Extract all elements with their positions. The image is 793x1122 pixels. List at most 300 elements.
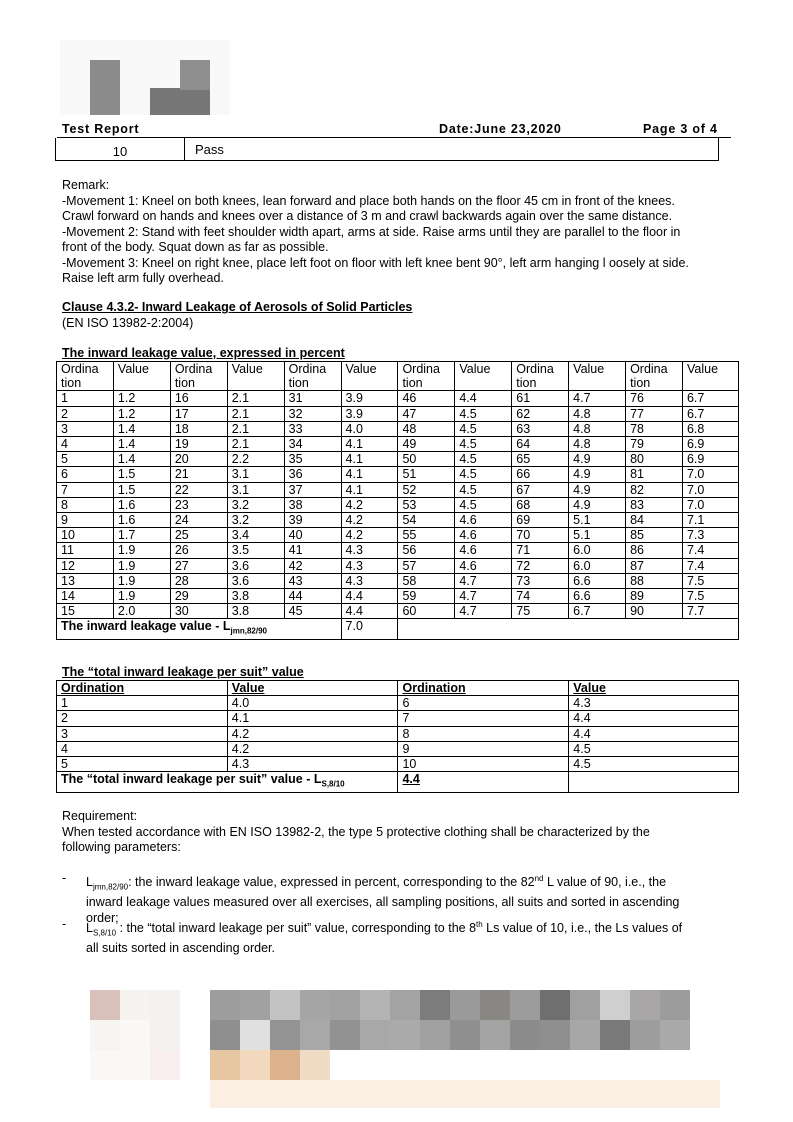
column-header [626, 362, 683, 391]
footer-blur-block [450, 990, 480, 1020]
table-cell: 4.2 [341, 497, 398, 512]
table-cell: 14 [57, 589, 114, 604]
table-cell: 19 [170, 437, 227, 452]
table-cell: 15 [57, 604, 114, 619]
table-cell: 63 [512, 421, 569, 436]
table-cell: 23 [170, 497, 227, 512]
column-header [284, 362, 341, 391]
column-header-line: Value [686, 362, 719, 376]
table-cell: 3.2 [227, 497, 284, 512]
table-cell: 6.6 [569, 589, 626, 604]
bullet-text: order; [86, 910, 119, 925]
column-header [341, 362, 398, 391]
table-cell: 69 [512, 513, 569, 528]
table-cell: 44 [284, 589, 341, 604]
table-cell: 7.0 [682, 497, 738, 512]
footer-blur-block [120, 1050, 150, 1080]
table-cell: 3 [57, 421, 114, 436]
column-header: Value [569, 681, 739, 696]
inward-leakage-table [56, 361, 739, 640]
table-cell: 7.4 [682, 558, 738, 573]
table-cell: 1.2 [113, 406, 170, 421]
footer-blur-block [660, 1020, 690, 1050]
table-row [57, 421, 739, 436]
table-cell: 4.7 [569, 391, 626, 406]
page-number: Page 3 of 4 [643, 122, 718, 136]
table-cell: 4.8 [569, 421, 626, 436]
footer-blur-block [360, 1020, 390, 1050]
column-header [113, 362, 170, 391]
table-cell: 75 [512, 604, 569, 619]
table-cell: 6.0 [569, 543, 626, 558]
table-cell: 6.9 [682, 452, 738, 467]
table-cell: 1.4 [113, 452, 170, 467]
table-cell: 53 [398, 497, 455, 512]
table-cell: 11 [57, 543, 114, 558]
footer-blur-block [90, 1020, 120, 1050]
table-cell: 67 [512, 482, 569, 497]
table-cell: 78 [626, 421, 683, 436]
table-cell: 26 [170, 543, 227, 558]
table-cell: 55 [398, 528, 455, 543]
table-cell: 28 [170, 573, 227, 588]
table-cell: 1 [57, 391, 114, 406]
column-header: Ordination [57, 681, 228, 696]
table-cell: 36 [284, 467, 341, 482]
footer-blur-block [390, 1020, 420, 1050]
table-cell: 54 [398, 513, 455, 528]
table1-caption: The inward leakage value, expressed in percent [62, 346, 345, 360]
table-row [57, 497, 739, 512]
table-cell: 4.1 [341, 482, 398, 497]
remark-line: Raise left arm fully overhead. [62, 271, 224, 285]
footer-blur-block [330, 1020, 360, 1050]
table-row [57, 604, 739, 619]
summary-empty [569, 772, 739, 793]
table-row [57, 406, 739, 421]
table-cell: 51 [398, 467, 455, 482]
table-cell: 4.5 [569, 757, 739, 772]
footer-blur-block [480, 990, 510, 1020]
table-cell: 7.5 [682, 573, 738, 588]
summary-label-subscript: jmn,82/90 [230, 626, 267, 636]
table-row [57, 528, 739, 543]
footer-stamp [60, 975, 730, 1115]
footer-blur-band [210, 1080, 720, 1108]
symbol-subscript: S,8/10 [92, 928, 117, 938]
table-header-row [57, 362, 739, 391]
table-cell: 74 [512, 589, 569, 604]
table-cell: 3.8 [227, 604, 284, 619]
table-cell: 35 [284, 452, 341, 467]
table-cell: 49 [398, 437, 455, 452]
remark-block [62, 178, 689, 287]
total-inward-leakage-table [56, 680, 739, 793]
table-cell: 85 [626, 528, 683, 543]
footer-blur-block [150, 1050, 180, 1080]
remark-line: front of the body. Squat down as far as possible. [62, 240, 329, 254]
table-cell: 4.2 [227, 741, 398, 756]
table-cell: 2.1 [227, 437, 284, 452]
column-header: Value [227, 681, 398, 696]
bullet-text: all suits sorted in ascending order. [86, 941, 275, 956]
column-header-line: tion [630, 376, 651, 391]
footer-blur-block [300, 1050, 330, 1080]
bullet-dash: - [62, 917, 67, 931]
symbol: L [86, 921, 93, 936]
table-cell: 4.1 [341, 452, 398, 467]
table-cell: 34 [284, 437, 341, 452]
remark-title: Remark: [62, 178, 110, 192]
table2-caption: The “total inward leakage per suit” value [62, 665, 304, 679]
column-header-line: Value [231, 362, 263, 376]
column-header [512, 362, 569, 391]
table-cell: 4 [57, 741, 228, 756]
footer-blur-block [120, 1020, 150, 1050]
ordinal-suffix: nd [534, 874, 544, 883]
summary-value: 7.0 [341, 619, 398, 640]
table-cell: 43 [284, 573, 341, 588]
table-cell: 7.3 [682, 528, 738, 543]
table-cell: 17 [170, 406, 227, 421]
table-cell: 87 [626, 558, 683, 573]
summary-label [57, 619, 342, 640]
footer-blur-block [90, 1050, 120, 1080]
column-header [682, 362, 738, 391]
table-cell: 7 [398, 711, 569, 726]
column-header [398, 362, 455, 391]
summary-row [57, 772, 739, 793]
column-header-line: tion [174, 376, 195, 391]
footer-blur-block [150, 1020, 180, 1050]
table-cell: 71 [512, 543, 569, 558]
footer-blur-block [450, 1020, 480, 1050]
summary-row [57, 619, 739, 640]
table-cell: 72 [512, 558, 569, 573]
table-row [57, 573, 739, 588]
table-cell: 3.6 [227, 558, 284, 573]
table-cell: 29 [170, 589, 227, 604]
ordinal-suffix: th [476, 920, 483, 929]
column-header-line: Ordina [516, 362, 554, 376]
table-cell: 2 [57, 711, 228, 726]
column-header-line: Ordina [61, 362, 99, 376]
table-cell: 4.1 [227, 711, 398, 726]
table-cell: 5.1 [569, 513, 626, 528]
table-row [57, 452, 739, 467]
table-cell: 3.2 [227, 513, 284, 528]
table-cell: 4.7 [455, 573, 512, 588]
table-cell: 25 [170, 528, 227, 543]
footer-blur-block [210, 990, 240, 1020]
table-cell: 76 [626, 391, 683, 406]
table-cell: 60 [398, 604, 455, 619]
table-cell: 46 [398, 391, 455, 406]
result-row [55, 138, 719, 161]
table-cell: 73 [512, 573, 569, 588]
table-cell: 4.3 [341, 543, 398, 558]
table-cell: 27 [170, 558, 227, 573]
table-cell: 4.6 [455, 513, 512, 528]
company-logo [60, 40, 230, 115]
remark-line: -Movement 1: Kneel on both knees, lean forward and place both hands on the floor 45 cm in front of the knees. [62, 193, 675, 208]
table-cell: 21 [170, 467, 227, 482]
table-cell: 7.7 [682, 604, 738, 619]
requirement-intro: When tested accordance with EN ISO 13982-2, the type 5 protective clothing shall be characterized by the [62, 824, 650, 839]
table-cell: 6 [57, 467, 114, 482]
remark-line: -Movement 2: Stand with feet shoulder width apart, arms at side. Raise arms until they are parallel to the floor in [62, 224, 681, 239]
table-cell: 18 [170, 421, 227, 436]
footer-blur-block [270, 1020, 300, 1050]
footer-blur-block [240, 1050, 270, 1080]
table-cell: 4.2 [341, 528, 398, 543]
table-cell: 48 [398, 421, 455, 436]
footer-blur-block [420, 990, 450, 1020]
table-cell: 9 [57, 513, 114, 528]
table-cell: 20 [170, 452, 227, 467]
table-cell: 62 [512, 406, 569, 421]
table-cell: 1.2 [113, 391, 170, 406]
table-cell: 1.5 [113, 467, 170, 482]
table-cell: 90 [626, 604, 683, 619]
footer-blur-block [600, 990, 630, 1020]
table-cell: 50 [398, 452, 455, 467]
requirement-bullet-2 [86, 917, 736, 957]
table-cell: 24 [170, 513, 227, 528]
column-header-line: tion [288, 376, 309, 391]
column-header-line: Value [459, 362, 491, 376]
footer-blur-block [360, 990, 390, 1020]
footer-blur-block [210, 1050, 240, 1080]
footer-blur-block [330, 990, 360, 1020]
table-cell: 4.9 [569, 497, 626, 512]
table-cell: 39 [284, 513, 341, 528]
table-cell: 4.4 [569, 711, 739, 726]
column-header-line: Ordina [630, 362, 668, 376]
table-cell: 3.9 [341, 391, 398, 406]
table-cell: 80 [626, 452, 683, 467]
table-cell: 6.7 [569, 604, 626, 619]
footer-blur-block [510, 990, 540, 1020]
table-row [57, 726, 739, 741]
table-cell: 16 [170, 391, 227, 406]
table-cell: 4.9 [569, 452, 626, 467]
table-cell: 3.6 [227, 573, 284, 588]
table-cell: 3.1 [227, 482, 284, 497]
symbol: L [86, 875, 93, 890]
table-cell: 1.6 [113, 513, 170, 528]
footer-blur-block [120, 990, 150, 1020]
table-cell: 4.0 [341, 421, 398, 436]
table-cell: 1.4 [113, 421, 170, 436]
table-cell: 45 [284, 604, 341, 619]
table-cell: 61 [512, 391, 569, 406]
footer-blur-block [600, 1020, 630, 1050]
table-row [57, 513, 739, 528]
table-cell: 4.4 [341, 589, 398, 604]
column-header-line: Value [345, 362, 377, 376]
table-cell: 3.9 [341, 406, 398, 421]
table-cell: 4 [57, 437, 114, 452]
column-header-line: Value [117, 362, 149, 376]
table-cell: 2.0 [113, 604, 170, 619]
table-cell: 10 [398, 757, 569, 772]
footer-blur-block [660, 990, 690, 1020]
report-date: Date:June 23,2020 [439, 122, 562, 136]
table-cell: 70 [512, 528, 569, 543]
table-cell: 79 [626, 437, 683, 452]
table-cell: 77 [626, 406, 683, 421]
footer-blur-block [630, 990, 660, 1020]
column-header-line: tion [61, 376, 82, 391]
table-cell: 4.6 [455, 543, 512, 558]
table-cell: 56 [398, 543, 455, 558]
table-cell: 4.7 [455, 589, 512, 604]
table-cell: 4.5 [455, 406, 512, 421]
table-row [57, 711, 739, 726]
column-header [57, 362, 114, 391]
table-cell: 4.7 [455, 604, 512, 619]
footer-blur-block [240, 1020, 270, 1050]
table-cell: 4.5 [455, 452, 512, 467]
footer-blur-block [240, 990, 270, 1020]
table-cell: 3.1 [227, 467, 284, 482]
table-cell: 37 [284, 482, 341, 497]
table-cell: 42 [284, 558, 341, 573]
column-header-line: Ordina [402, 362, 440, 376]
table-cell: 2.2 [227, 452, 284, 467]
footer-blur-block [540, 990, 570, 1020]
table-row [57, 467, 739, 482]
table-cell: 83 [626, 497, 683, 512]
bullet-text: : the “total inward leakage per suit” value, corresponding to the 8 [116, 921, 477, 936]
bullet-dash: - [62, 871, 67, 885]
table-cell: 4.3 [569, 696, 739, 711]
table-cell: 86 [626, 543, 683, 558]
table-cell: 5 [57, 757, 228, 772]
table-cell: 4.5 [569, 741, 739, 756]
table-cell: 66 [512, 467, 569, 482]
table-row [57, 558, 739, 573]
table-cell: 7.0 [682, 467, 738, 482]
table-cell: 7.4 [682, 543, 738, 558]
column-header [455, 362, 512, 391]
table-cell: 31 [284, 391, 341, 406]
table-cell: 4.9 [569, 482, 626, 497]
sample-number: 10 [56, 138, 185, 160]
column-header [170, 362, 227, 391]
table-cell: 4.1 [341, 467, 398, 482]
table-cell: 58 [398, 573, 455, 588]
table-cell: 4.5 [455, 437, 512, 452]
table-cell: 89 [626, 589, 683, 604]
summary-label-subscript: S,8/10 [321, 779, 345, 789]
table-cell: 81 [626, 467, 683, 482]
table-cell: 6.0 [569, 558, 626, 573]
table-cell: 47 [398, 406, 455, 421]
footer-blur-block [270, 1050, 300, 1080]
table-cell: 1.7 [113, 528, 170, 543]
table-cell: 4.0 [227, 696, 398, 711]
clause-standard: (EN ISO 13982-2:2004) [62, 316, 194, 330]
table-row [57, 589, 739, 604]
table-cell: 6.6 [569, 573, 626, 588]
table-cell: 2 [57, 406, 114, 421]
table-cell: 4.2 [227, 726, 398, 741]
table-cell: 65 [512, 452, 569, 467]
footer-blur-block [570, 1020, 600, 1050]
table-cell: 84 [626, 513, 683, 528]
bullet-text: L value of 90, i.e., the [543, 875, 667, 890]
table-cell: 1.5 [113, 482, 170, 497]
table-cell: 2.1 [227, 421, 284, 436]
table-cell: 8 [57, 497, 114, 512]
table-cell: 4.8 [569, 437, 626, 452]
summary-label [57, 772, 398, 793]
table-cell: 4.1 [341, 437, 398, 452]
footer-blur-block [210, 1020, 240, 1050]
table-cell: 9 [398, 741, 569, 756]
bullet-text: inward leakage values measured over all exercises, all sampling positions, all suits and sorted in ascending [86, 895, 680, 910]
table-cell: 2.1 [227, 391, 284, 406]
column-header-line: tion [516, 376, 537, 391]
table-row [57, 696, 739, 711]
table-cell: 3 [57, 726, 228, 741]
report-title: Test Report [62, 122, 140, 136]
table-header-row [57, 681, 739, 696]
table-cell: 1 [57, 696, 228, 711]
requirement-block [62, 809, 650, 856]
table-row [57, 757, 739, 772]
table-cell: 7.5 [682, 589, 738, 604]
table-cell: 82 [626, 482, 683, 497]
table-cell: 40 [284, 528, 341, 543]
table-cell: 33 [284, 421, 341, 436]
summary-label-text: The “total inward leakage per suit” value - L [61, 772, 322, 787]
footer-blur-block [570, 990, 600, 1020]
table-cell: 4.4 [341, 604, 398, 619]
table-cell: 4.5 [455, 421, 512, 436]
table-cell: 1.9 [113, 573, 170, 588]
requirement-title: Requirement: [62, 809, 138, 823]
summary-value: 4.4 [398, 772, 569, 793]
table-cell: 2.1 [227, 406, 284, 421]
table-cell: 12 [57, 558, 114, 573]
footer-blur-block [300, 1020, 330, 1050]
footer-blur-block [510, 1020, 540, 1050]
column-header [227, 362, 284, 391]
table-cell: 3.8 [227, 589, 284, 604]
sample-result: Pass [195, 142, 224, 157]
clause-title: Clause 4.3.2- Inward Leakage of Aerosols of Solid Particles [62, 300, 413, 314]
column-header-line: tion [402, 376, 423, 391]
table-cell: 59 [398, 589, 455, 604]
table-cell: 7.0 [682, 482, 738, 497]
remark-line: -Movement 3: Kneel on right knee, place left foot on floor with left knee bent 90°, left arm hanging l oosely at side. [62, 255, 689, 270]
table-cell: 4.3 [341, 573, 398, 588]
footer-blur-block [90, 990, 120, 1020]
footer-blur-block [540, 1020, 570, 1050]
table-cell: 4.2 [341, 513, 398, 528]
table-cell: 5.1 [569, 528, 626, 543]
table-cell: 4.5 [455, 467, 512, 482]
table-cell: 1.9 [113, 558, 170, 573]
table-cell: 3.4 [227, 528, 284, 543]
requirement-intro: following parameters: [62, 840, 181, 854]
footer-blur-block [390, 990, 420, 1020]
table-cell: 4.8 [569, 406, 626, 421]
table-cell: 38 [284, 497, 341, 512]
